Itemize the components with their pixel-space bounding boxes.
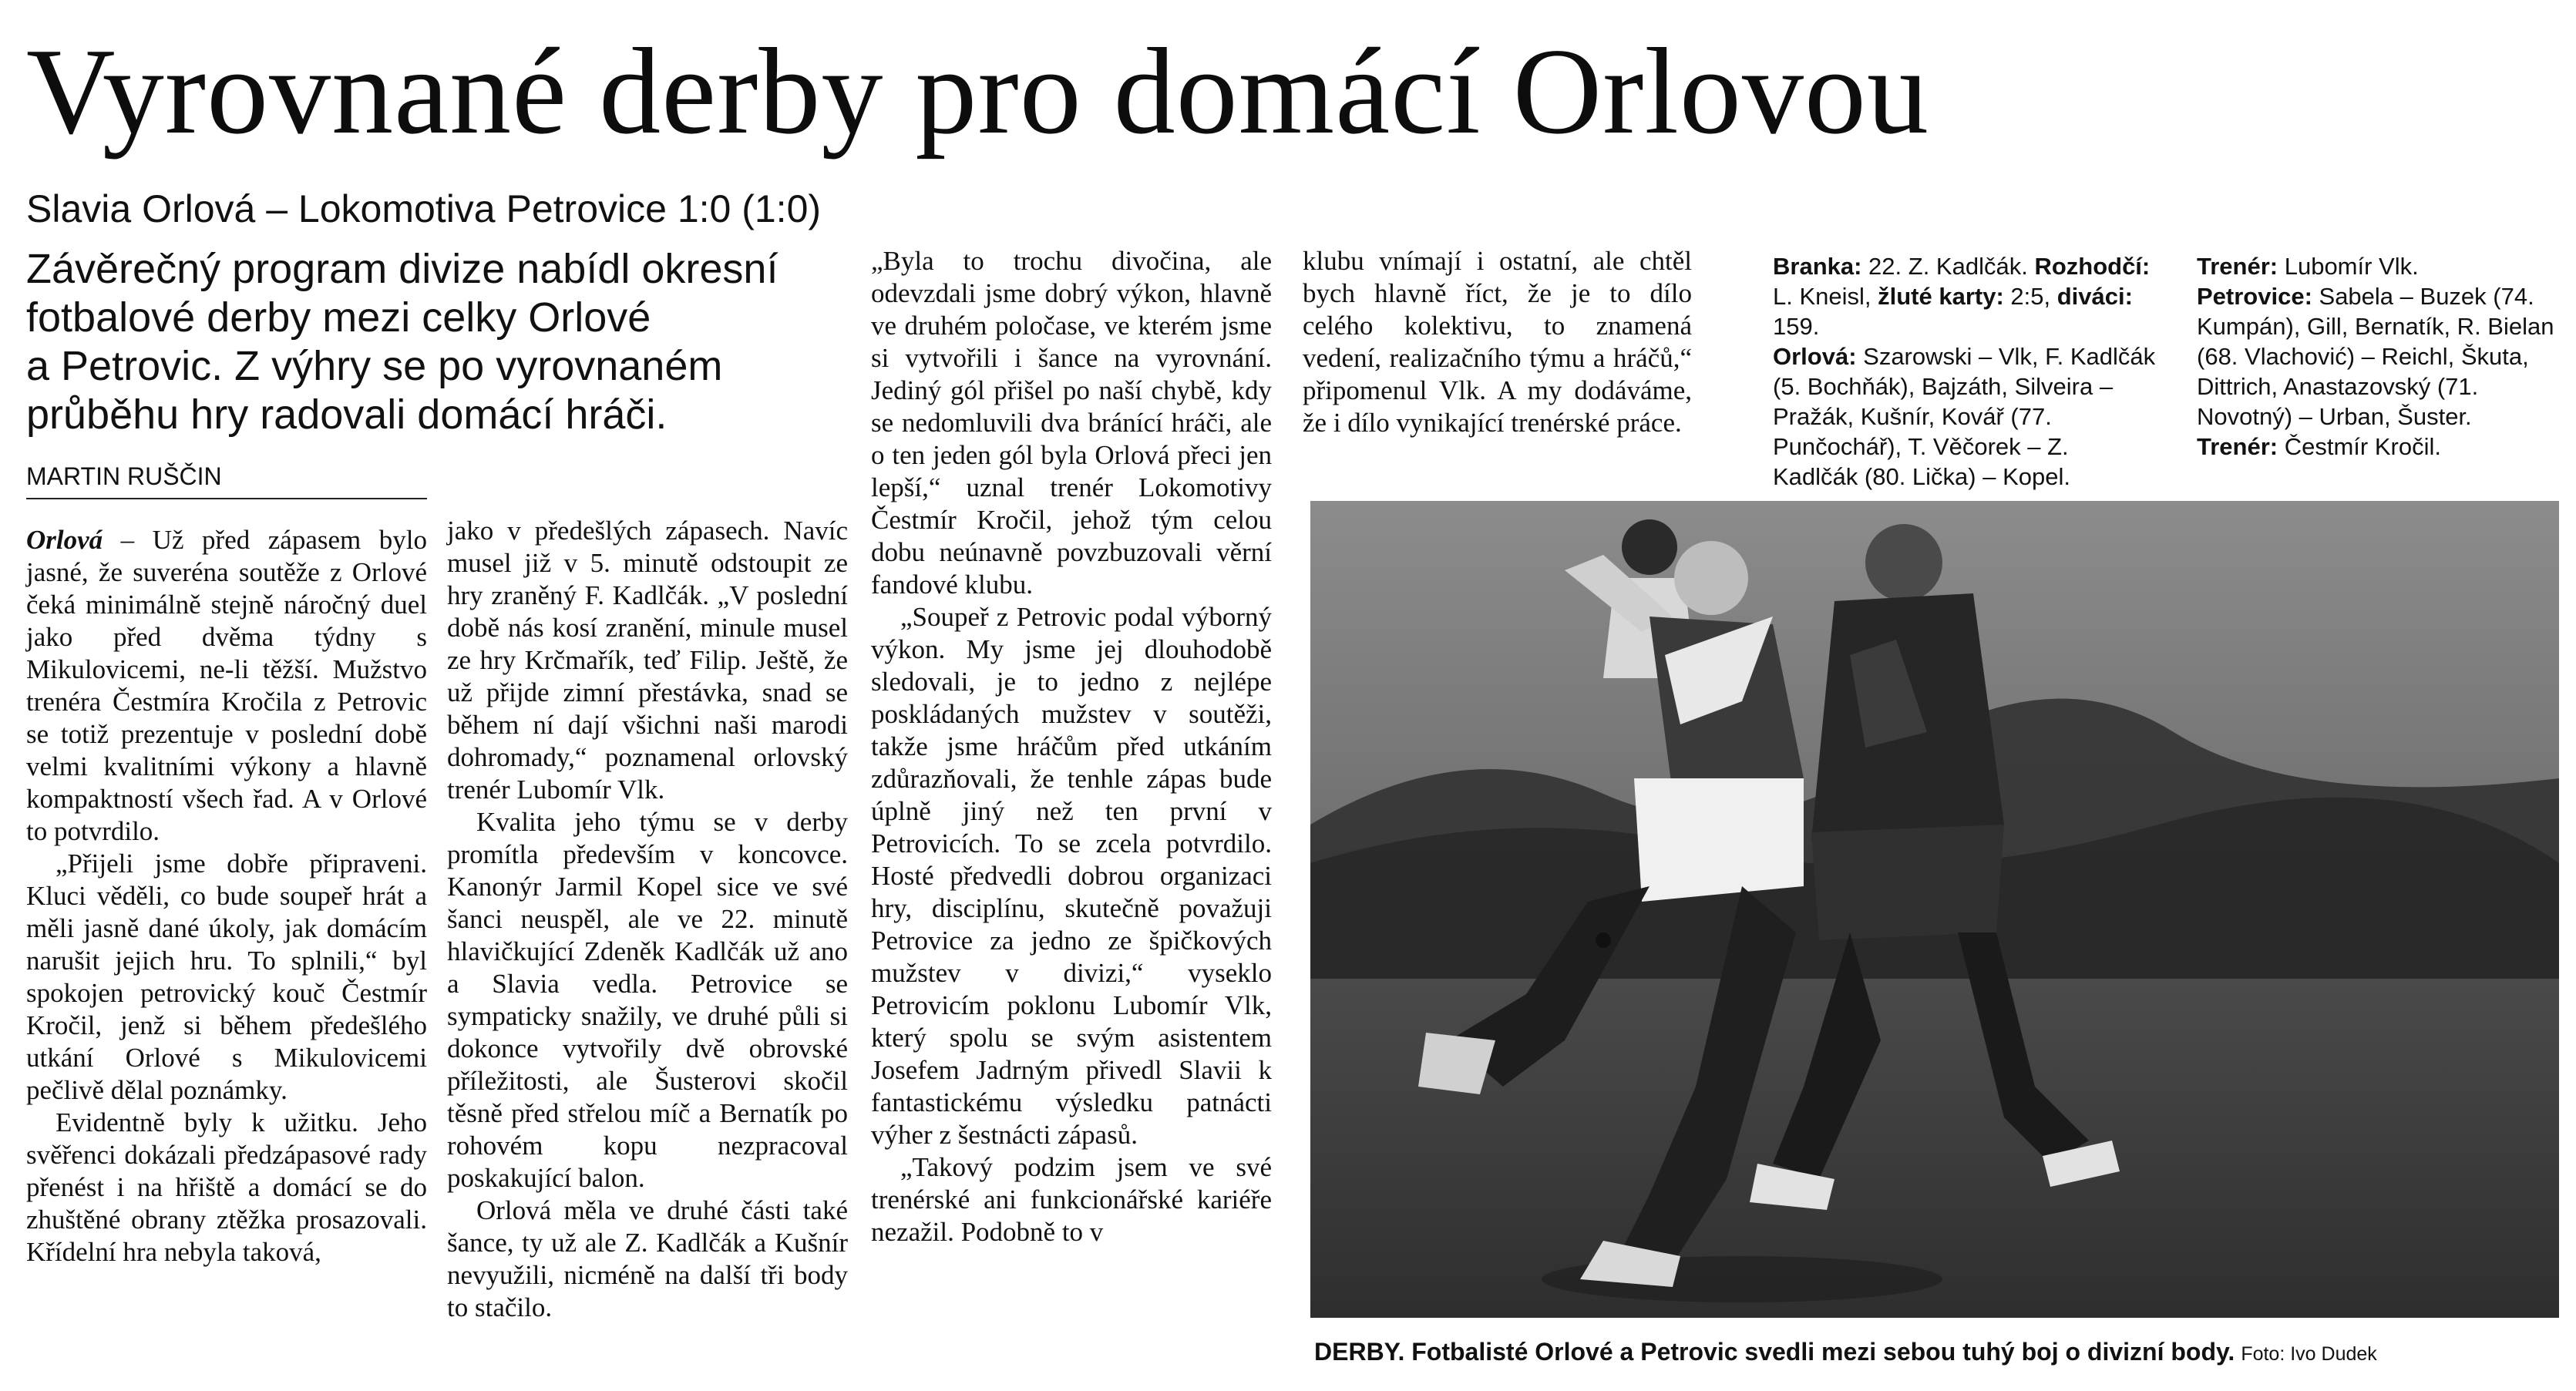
match-facts-right [2197,251,2559,482]
article-column-4 [1303,245,1692,499]
facts-lineup-petrovice [2197,281,2559,462]
facts-label: žluté karty: [1878,283,2004,310]
paragraph: jako v předešlých zápasech. Navíc musel již v 5. minutě odstoupit ze hry zraněný F. Kadlčák. „V poslední době nás kosí zranění, minule musel ze hry Krčmařík, teď Filip. Ještě, že už přijde zimní přestávka, snad se během ní dají všichni naši marodi dohromady,“ poznamenal orlovský trenér Lubomír Vlk. [447,516,848,805]
paragraph-text: – Už před zápasem bylo jasné, že suveréna soutěže z Orlové čeká minimálně stejně náročný duel jako před dvěma týdny s Mikulovicemi, ne-li těžší. Mužstvo trenéra Čestmíra Kročila z Petrovic se totiž prezentuje v poslední době velmi kvalitními výkony a hlavně kompaktností všech řad. A v Orlové to potvrdilo. [26,525,427,846]
facts-label: Orlová: [1773,343,1857,370]
paragraph: „Byla to trochu divočina, ale odevzdali jsme dobrý výkon, hlavně ve druhém poločase, ve kterém jsme si vytvořili i šance na vyrovnání. Jediný gól přišel po naší chybě, kdy se nedomluvili dva bránící hráči, ale o ten jeden gól byla Orlová přeci jen lepší,“ uznal trenér Lokomotivy Čestmír Kročil, jehož tým celou dobu neúnavně povzbuzovali věrní fandové klubu. [871,246,1272,600]
headline: Vyrovnané derby pro domácí Orlovou [26,22,1929,160]
article-column-2 [447,515,848,1370]
facts-text: Sabela – Buzek (74. Kumpán), Gill, Bernatík, R. Bielan (68. Vlachović) – Reichl, Škuta, Dittrich, Anastazovský (71. Novotný) – Urban, Šuster. [2197,283,2554,430]
paragraph: „Takový podzim jsem ve své trenérské ani funkcionářské kariéře nezažil. Podobně to v [871,1152,1272,1247]
facts-label: Trenér: [2197,253,2278,280]
photo-caption [1314,1332,2547,1375]
subheadline: Slavia Orlová – Lokomotiva Petrovice 1:0 (1:0) [26,187,822,230]
facts-text: 22. Z. Kadlčák. [1861,253,2035,280]
article-column-3 [871,245,1272,1378]
facts-label: Petrovice: [2197,283,2312,310]
facts-label: Rozhodčí: [2034,253,2151,280]
paragraph [26,524,427,848]
facts-label: diváci: [2056,283,2133,310]
facts-text: Szarowski – Vlk, F. Kadlčák (5. Bochňák), Bajzáth, Silveira – Pražák, Kušnír, Kovář (77. Punčochář), T. Věčorek – Z. Kadlčák (80. Lička) – Kopel. [1773,343,2156,490]
lede-line: fotbalové derby mezi celky Orlové [26,294,651,341]
facts-text: Lubomír Vlk. [2278,253,2419,280]
facts-text: 159. [1773,313,1820,340]
facts-label: Branka: [1773,253,1862,280]
dateline: Orlová [26,525,103,555]
photo-credit: Foto: Ivo Dudek [2241,1343,2377,1365]
facts-text: L. Kneisl, [1773,283,1878,310]
paragraph: Orlová měla ve druhé části také šance, ty už ale Z. Kadlčák a Kušnír nevyužili, nicméně na další tři body to stačilo. [447,1195,848,1322]
facts-text: 2:5, [2003,283,2057,310]
match-facts-left [1773,251,2158,490]
lede-line: Závěrečný program divize nabídl okresní [26,246,779,292]
facts-officials [1773,251,2158,341]
paragraph: „Přijeli jsme dobře připraveni. Kluci věděli, co bude soupeř hrát a měli jasně dané úkoly, jak domácím narušit jejich hru. To splnili,“ byl spokojen petrovický kouč Čestmír Kročil, jenž si během předešlého utkání Orlové s Mikulovicemi pečlivě dělal poznámky. [26,848,427,1105]
lede [26,245,859,445]
paragraph: Evidentně byly k užitku. Jeho svěřenci dokázali předzápasové rady přenést i na hřiště a domácí se do zhuštěné obrany ztěžka prosazovali. Křídelní hra nebyla taková, [26,1107,427,1267]
lede-line: průběhu hry radovali domácí hráči. [26,391,668,438]
byline: MARTIN RUŠČIN [26,459,427,499]
facts-lineup-orlova [1773,341,2158,492]
lede-line: a Petrovic. Z výhry se po vyrovnaném [26,343,723,389]
match-photo-image [1310,501,2559,1318]
paragraph: klubu vnímají i ostatní, ale chtěl bych hlavně říct, že je to dílo celého kolektivu, to znamená vedení, realizačního týmu a hráčů,“ připomenul Vlk. A my dodáváme, že i dílo vynikající trenérské práce. [1303,246,1692,438]
facts-coach-orlova [2197,251,2559,281]
paragraph: „Soupeř z Petrovic podal výborný výkon. My jsme jej dlouhodobě sledovali, je to jedno z nejlépe poskládaných mužstev v soutěži, takže jsme hráčům před utkáním zdůrazňovali, že tenhle zápas bude úplně jiný než ten první v Petrovicích. To se zcela potvrdilo. Hosté předvedli dobrou organizaci hry, disciplínu, skutečně považuji Petrovice za jedno ze špičkových mužstev v divizi,“ vyseklo Petrovicím poklonu Lubomír Vlk, který spolu se svým asistentem Josefem Jadrným přivedl Slavii k fantastickému výsledku patnácti výher z šestnácti zápasů. [871,602,1272,1150]
match-photo [1310,501,2559,1318]
facts-label: Trenér: [2197,433,2278,460]
article-column-1 [26,524,427,1379]
facts-text: Čestmír Kročil. [2278,433,2441,460]
paragraph: Kvalita jeho týmu se v derby promítla především v koncovce. Kanonýr Jarmil Kopel sice ve své šanci neuspěl, ale ve 22. minutě hlavičkující Zdeněk Kadlčák už ano a Slavia vedla. Petrovice se sympaticky snažily, ve druhé půli si dokonce vytvořily dvě obrovské příležitosti, ale Šusterovi skočil těsně před střelou míč a Bernatík po rohovém kopu nezpracoval poskakující balon. [447,807,848,1193]
caption-text: DERBY. Fotbalisté Orlové a Petrovic svedli mezi sebou tuhý boj o divizní body. [1314,1338,2235,1366]
